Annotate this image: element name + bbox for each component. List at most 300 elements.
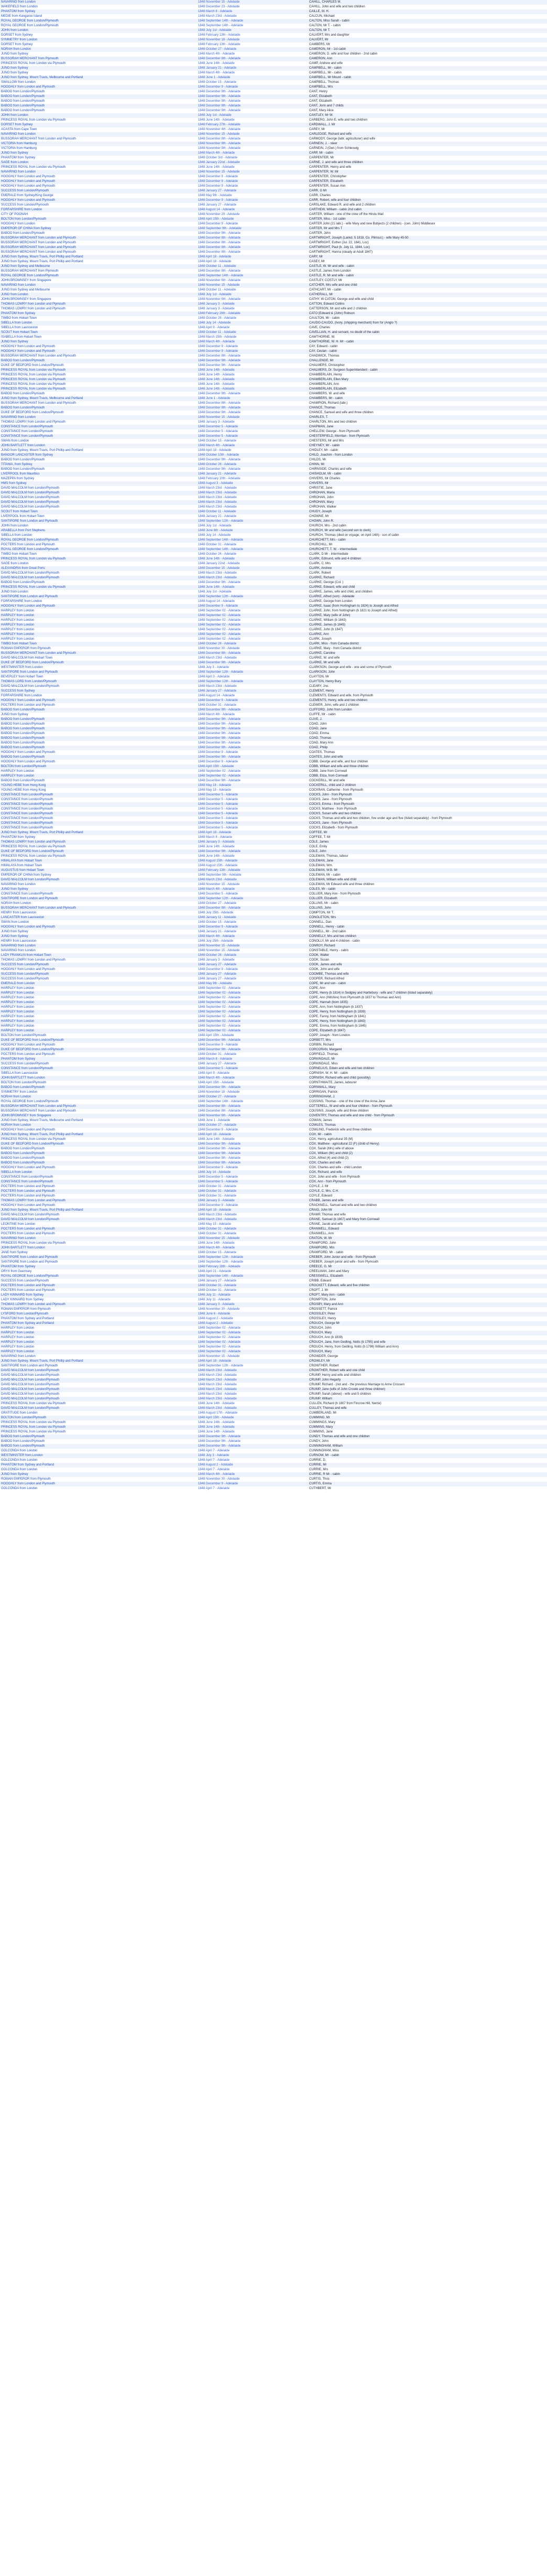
ship-link[interactable]: PRINCESS ROYAL from London via Plymouth bbox=[1, 557, 66, 561]
ship-link[interactable]: JUNO from Sydney, Mount Travis, Melbourne and Portland bbox=[1, 397, 83, 400]
ship-link[interactable]: HOOGHLY from London and Plymouth bbox=[1, 1043, 56, 1047]
ship-link[interactable]: SUCCESS from London/Plymouth bbox=[1, 1062, 49, 1065]
ship-link[interactable]: GOLCONDA from London bbox=[1, 1487, 38, 1490]
ship-link[interactable]: JUNO from Sydney, Mount Travis, Melbourne and Portland bbox=[1, 76, 83, 79]
ship-link[interactable]: NAVARINO from London bbox=[1, 944, 36, 947]
ship-link[interactable]: THOMAS LOWRY from London and Plymouth bbox=[1, 421, 65, 424]
ship-link[interactable]: ORYX from Guernsey bbox=[1, 1270, 32, 1273]
ship-link[interactable]: HARPLEY from London bbox=[1, 1331, 35, 1334]
ship-link[interactable]: JUNO from Sydney bbox=[1, 935, 28, 938]
ship-link[interactable]: DUKE OF BEDFORD from London/Plymouth bbox=[1, 850, 64, 853]
ship-link[interactable]: HOOGHLY from London and Plymouth bbox=[1, 925, 56, 929]
ship-link[interactable]: JUNO from Sydney, Mount Travis, Port Phillip and Portland bbox=[1, 1360, 83, 1363]
ship-link[interactable]: CONSTANCE from London/Plymouth bbox=[1, 1067, 53, 1070]
ship-link[interactable]: BOLTON from London/Plymouth bbox=[1, 218, 47, 221]
ship-link[interactable]: BABOO from London/Plymouth bbox=[1, 1157, 45, 1160]
ship-link[interactable]: VICTORIA from Hamburg bbox=[1, 142, 37, 145]
ship-link[interactable]: BABOO from London/Plymouth bbox=[1, 737, 45, 740]
ship-link[interactable]: CONSTANCE from London/Plymouth bbox=[1, 1180, 53, 1183]
ship-link[interactable]: ROYAL GEORGE from London/Plymouth bbox=[1, 274, 59, 277]
ship-link[interactable]: DUKE OF BEDFORD from London/Plymouth bbox=[1, 1039, 64, 1042]
ship-link[interactable]: HOOGHLY from London bbox=[1, 222, 35, 225]
ship-link[interactable]: FORFARSHIRE from London bbox=[1, 600, 42, 603]
ship-link[interactable]: DUKE OF BEDFORD from London/Plymouth bbox=[1, 661, 64, 664]
ship-link[interactable]: LIVERPOOL from Hobart Town bbox=[1, 515, 45, 518]
ship-link[interactable]: BABOO from London/Plymouth bbox=[1, 232, 45, 235]
ship-link[interactable]: BABOO from London/Plymouth bbox=[1, 1152, 45, 1155]
ship-link[interactable]: PRINCESS ROYAL from London via Plymouth bbox=[1, 1430, 66, 1433]
ship-link[interactable]: PRINCESS ROYAL from London via Plymouth bbox=[1, 1138, 66, 1141]
ship-link[interactable]: PHANTOM from Sydney bbox=[1, 1265, 36, 1268]
ship-link[interactable]: SANTIPORE from London and Plymouth bbox=[1, 1256, 58, 1259]
ship-link[interactable]: SIBELLA from Launceston bbox=[1, 1072, 38, 1075]
ship-link[interactable]: DAVID MALCOLM from London/Plymouth bbox=[1, 878, 60, 881]
ship-link[interactable]: PRINCESS ROYAL from London via Plymouth bbox=[1, 373, 66, 376]
ship-link[interactable]: LADY KINNAIRD from Sydney bbox=[1, 1294, 44, 1297]
ship-link[interactable]: CONSTANCE from London/Plymouth bbox=[1, 798, 53, 801]
ship-link[interactable]: LADY FRANKLIN from Hobart Town bbox=[1, 954, 51, 957]
ship-link[interactable]: BOLTON from London/Plymouth bbox=[1, 1034, 47, 1037]
ship-link[interactable]: BABOO from London/Plymouth bbox=[1, 732, 45, 735]
ship-link[interactable]: EMPEROR OF CHINA from Sydney bbox=[1, 227, 51, 230]
ship-link[interactable]: SUCCESS from London/Plymouth bbox=[1, 1279, 49, 1282]
ship-link[interactable]: HARPLEY from London bbox=[1, 1336, 35, 1339]
ship-link[interactable]: SUCCESS from London/Plymouth bbox=[1, 977, 49, 980]
ship-link[interactable]: SCOUT from Hobart Town bbox=[1, 510, 38, 513]
ship-link[interactable]: BABOO from London/Plymouth bbox=[1, 468, 45, 471]
ship-link[interactable]: FORFARSHIRE from London bbox=[1, 694, 42, 697]
ship-link[interactable]: TIMBO from Hobart Town bbox=[1, 553, 37, 556]
ship-link[interactable]: GOLCONDA from London bbox=[1, 1449, 38, 1452]
ship-link[interactable]: HIMALAYA from Hobart Town bbox=[1, 864, 42, 867]
ship-link[interactable]: JUNO from Sydney bbox=[1, 52, 28, 56]
ship-link[interactable]: HOOGHLY from London and Plymouth bbox=[1, 605, 56, 608]
ship-link[interactable]: SUCCESS from London/Plymouth bbox=[1, 203, 49, 207]
ship-link[interactable]: HARPLEY from London bbox=[1, 638, 35, 641]
ship-link[interactable]: BABOO from London/Plymouth bbox=[1, 104, 45, 107]
ship-link[interactable]: HARPLEY from London bbox=[1, 614, 35, 617]
ship-link[interactable]: BABOO from London/Plymouth bbox=[1, 458, 45, 461]
ship-link[interactable]: HENRY from Launceston bbox=[1, 911, 37, 914]
ship-link[interactable]: DAVID MALCOLM from London/Plymouth bbox=[1, 576, 60, 579]
ship-link[interactable]: HOOGHLY from London and Plymouth bbox=[1, 1166, 56, 1169]
ship-link[interactable]: HOOGHLY from London and Plymouth bbox=[1, 1128, 56, 1131]
ship-link[interactable]: DAVID MALCOLM from London/Plymouth bbox=[1, 1407, 60, 1410]
ship-link[interactable]: HARPLEY from London bbox=[1, 1015, 35, 1018]
ship-link[interactable]: SWAN from London bbox=[1, 921, 29, 924]
ship-link[interactable]: HOOGHLY from London and Plymouth bbox=[1, 350, 56, 353]
ship-link[interactable]: JUNO from Sydney bbox=[1, 67, 28, 70]
ship-link[interactable]: POCTERS from London and Plymouth bbox=[1, 543, 55, 546]
ship-link[interactable]: JOHN from London bbox=[1, 524, 28, 527]
ship-link[interactable]: PRINCESS ROYAL from London via Plymouth bbox=[1, 378, 66, 381]
ship-link[interactable]: HOOGHLY from London and Plymouth bbox=[1, 185, 56, 188]
ship-link[interactable]: BABOO from London/Plymouth bbox=[1, 359, 45, 362]
ship-link[interactable]: JUNO from Sydney, Mount Travis, Port Phillip and Portland bbox=[1, 831, 83, 834]
ship-link[interactable]: PHANTOM from Sydney bbox=[1, 1058, 36, 1061]
ship-link[interactable]: HOOGHLY from London and Plymouth bbox=[1, 199, 56, 202]
ship-link[interactable]: JUNO from Sydney, Mount Travis, Port Phillip and Portland bbox=[1, 1209, 83, 1212]
ship-link[interactable]: BUSSORAH MERCHANT from London and Plymouth bbox=[1, 1109, 76, 1113]
ship-link[interactable]: DUKE OF BEDFORD from London/Plymouth bbox=[1, 364, 64, 367]
ship-link[interactable]: HARPLEY from London bbox=[1, 770, 35, 773]
ship-link[interactable]: EMERALD from Sydney/King George bbox=[1, 194, 53, 197]
ship-link[interactable]: JUNO from Sydney and Melbourne bbox=[1, 265, 50, 268]
ship-link[interactable]: DAVID MALCOLM from Hobart Town bbox=[1, 656, 53, 660]
ship-link[interactable]: CONSTANCE from London/Plymouth bbox=[1, 793, 53, 796]
ship-link[interactable]: BUSSORAH MERCHANT from London and Plymouth bbox=[1, 354, 76, 358]
ship-link[interactable]: POCTERS from London and Plymouth bbox=[1, 1190, 55, 1193]
ship-link[interactable]: SAGE from London bbox=[1, 562, 29, 565]
ship-link[interactable]: PRINCESS ROYAL from London via Plymouth bbox=[1, 166, 66, 169]
ship-link[interactable]: DAVID MALCOLM from London/Plymouth bbox=[1, 1374, 60, 1377]
ship-link[interactable]: LEONTINE from London bbox=[1, 1223, 36, 1226]
ship-link[interactable]: DAVID MALCOLM from London/Plymouth bbox=[1, 1397, 60, 1400]
ship-link[interactable]: GRATITUDE from London bbox=[1, 1411, 38, 1415]
ship-link[interactable]: JANE from Sydney bbox=[1, 1251, 28, 1254]
ship-link[interactable]: PRINCESS ROYAL from London via Plymouth bbox=[1, 1402, 66, 1405]
ship-link[interactable]: CITY OF POONAH bbox=[1, 213, 28, 216]
ship-link[interactable]: LIVERPOOL from Mauritius bbox=[1, 472, 40, 476]
ship-link[interactable]: JOHN BARTLETT from London bbox=[1, 1246, 45, 1249]
ship-link[interactable]: BABOO from London/Plymouth bbox=[1, 718, 45, 721]
ship-link[interactable]: THOMAS LOWRY from London and Plymouth bbox=[1, 303, 65, 306]
ship-link[interactable]: JUNO from Sydney and Melbourne bbox=[1, 288, 50, 292]
ship-link[interactable]: BOLTON from London/Plymouth bbox=[1, 1081, 47, 1084]
ship-link[interactable]: BUSSORAH MERCHANT from London and Plymouth bbox=[1, 1105, 76, 1108]
ship-link[interactable]: CONSTANCE from London/Plymouth bbox=[1, 812, 53, 815]
ship-link[interactable]: VICTORIA from Hamburg bbox=[1, 147, 37, 150]
ship-link[interactable]: BUSSORAH MERCHANT from London and Plymouth bbox=[1, 251, 76, 254]
ship-link[interactable]: NORAH from London bbox=[1, 1095, 31, 1098]
ship-link[interactable]: BOLTON from London/Plymouth bbox=[1, 765, 47, 768]
ship-link[interactable]: POCTERS from London and Plymouth bbox=[1, 1232, 55, 1235]
ship-link[interactable]: SAGE from London bbox=[1, 161, 29, 164]
ship-link[interactable]: DAVID MALCOLM from London/Plymouth bbox=[1, 1369, 60, 1372]
ship-link[interactable]: MEDIE from Kangaroo Island bbox=[1, 15, 42, 18]
ship-link[interactable]: DORSET from Sydney bbox=[1, 43, 33, 46]
ship-link[interactable]: DAVID MALCOLM from London/Plymouth bbox=[1, 501, 60, 504]
ship-link[interactable]: SIBELLA from Launceston bbox=[1, 326, 38, 329]
ship-link[interactable]: BUSSORAH MERCHANT from London and Plymouth bbox=[1, 402, 76, 405]
ship-link[interactable]: CONSTANCE from London/Plymouth bbox=[1, 826, 53, 829]
ship-link[interactable]: ROMAN EMPEROR from Plymouth bbox=[1, 1478, 51, 1481]
ship-link[interactable]: JUNO from Sydney, Mount Travis, Port Phillip and Portland bbox=[1, 255, 83, 258]
ship-link[interactable]: BABOO from London/Plymouth bbox=[1, 392, 45, 395]
ship-link[interactable]: JUNO from Sydney bbox=[1, 713, 28, 716]
ship-link[interactable]: NAVARINO from London bbox=[1, 1355, 36, 1358]
ship-link[interactable]: DAVID MALCOLM from London/Plymouth bbox=[1, 1388, 60, 1391]
ship-link[interactable]: FORFARSHIRE from London bbox=[1, 208, 42, 211]
ship-link[interactable]: PRINCESS ROYAL from London via Plymouth bbox=[1, 62, 66, 65]
ship-link[interactable]: HARPLEY from London bbox=[1, 623, 35, 627]
ship-link[interactable]: LADY KINNAIRD from Sydney bbox=[1, 1298, 44, 1301]
ship-link[interactable]: THOMAS LOWRY from London and Plymouth bbox=[1, 1303, 65, 1306]
ship-link[interactable]: THOMAS LOWRY from London and Plymouth bbox=[1, 1199, 65, 1202]
ship-link[interactable]: PHANTOM from Sydney bbox=[1, 312, 36, 315]
ship-link[interactable]: JOHN BROWNSEY from Singapore bbox=[1, 298, 51, 301]
ship-link[interactable]: LYSFORD from London/Plymouth bbox=[1, 1312, 48, 1316]
ship-link[interactable]: BABOO from London/Plymouth bbox=[1, 779, 45, 782]
ship-link[interactable]: NAVARINO from London bbox=[1, 949, 36, 952]
ship-link[interactable]: POCTERS from London and Plymouth bbox=[1, 704, 55, 707]
ship-link[interactable]: GOLCONDA from London bbox=[1, 1468, 38, 1471]
ship-link[interactable]: NAVARINO from London bbox=[1, 1, 36, 4]
ship-link[interactable]: BUSSORAH MERCHANT from London and Plymouth bbox=[1, 236, 76, 240]
ship-link[interactable]: ROMAN EMPEROR from Plymouth bbox=[1, 647, 51, 650]
ship-link[interactable]: SCOUT from Hobart Town bbox=[1, 331, 38, 334]
ship-link[interactable]: BABOO from London/Plymouth bbox=[1, 1147, 45, 1150]
ship-link[interactable]: HARPLEY from London bbox=[1, 1341, 35, 1344]
ship-link[interactable]: ACASTA from Cape Town bbox=[1, 128, 37, 131]
ship-link[interactable]: BABOO from London/Plymouth bbox=[1, 95, 45, 98]
ship-link[interactable]: JUNO from London bbox=[1, 293, 28, 296]
ship-link[interactable]: JUNO from Sydney, Mount Travis, Port Phillip and Portland bbox=[1, 1133, 83, 1136]
ship-link[interactable]: BABOO from London/Plymouth bbox=[1, 100, 45, 103]
ship-link[interactable]: HMS from Sydney bbox=[1, 482, 27, 485]
ship-link[interactable]: HARPLEY from London bbox=[1, 633, 35, 636]
ship-link[interactable]: BABOO from London/Plymouth bbox=[1, 708, 45, 712]
ship-link[interactable]: CONSTANCE from London/Plymouth bbox=[1, 807, 53, 811]
ship-link[interactable]: ROYAL GEORGE from London/Plymouth bbox=[1, 548, 59, 551]
ship-link[interactable]: BUSSORAH MERCHANT from London and Plymouth bbox=[1, 246, 76, 249]
ship-link[interactable]: ROYAL GEORGE from London/Plymouth bbox=[1, 538, 59, 542]
ship-link[interactable]: JOHN from London bbox=[1, 114, 28, 117]
ship-link[interactable]: SWAN from London bbox=[1, 439, 29, 443]
ship-link[interactable]: PHANTOM from Sydney and Portland bbox=[1, 1317, 54, 1320]
ship-link[interactable]: CONSTANCE from London/Plymouth bbox=[1, 803, 53, 806]
ship-link[interactable]: YOUNG HEBE from Hong Kong bbox=[1, 789, 46, 792]
ship-link[interactable]: BABOO from London/Plymouth bbox=[1, 90, 45, 93]
ship-link[interactable]: BABOO from London/Plymouth bbox=[1, 1440, 45, 1443]
ship-link[interactable]: BABOO from London/Plymouth bbox=[1, 741, 45, 745]
ship-link[interactable]: CONSTANCE from London/Plymouth bbox=[1, 430, 53, 433]
ship-link[interactable]: HOOGHLY from London and Plymouth bbox=[1, 760, 56, 763]
ship-link[interactable]: BUSSORAH MERCHANT from Plymouth bbox=[1, 57, 59, 60]
ship-link[interactable]: BUSSORAH MERCHANT from London and Plymouth bbox=[1, 907, 76, 910]
ship-link[interactable]: JUNO from London bbox=[1, 590, 28, 594]
ship-link[interactable]: NAVARINO from London bbox=[1, 284, 36, 287]
ship-link[interactable]: NORAH from London bbox=[1, 48, 31, 51]
ship-link[interactable]: HARPLEY from London bbox=[1, 987, 35, 990]
ship-link[interactable]: PRINCESS ROYAL from London via Plymouth bbox=[1, 387, 66, 391]
ship-link[interactable]: JOHN BARTLETT from London bbox=[1, 1076, 45, 1080]
ship-link[interactable]: SIBELLA from London bbox=[1, 534, 32, 537]
ship-link[interactable]: PRINCESS ROYAL from London via Plymouth bbox=[1, 1426, 66, 1429]
ship-link[interactable]: SANTIPORE from London and Plymouth bbox=[1, 1260, 58, 1264]
ship-link[interactable]: NAVARINO from London bbox=[1, 883, 36, 886]
ship-link[interactable]: CONSTANCE from London/Plymouth bbox=[1, 1176, 53, 1179]
ship-link[interactable]: JUNO from Sydney bbox=[1, 1473, 28, 1476]
ship-link[interactable]: BABOO from London/Plymouth bbox=[1, 406, 45, 409]
ship-link[interactable]: PRINCESS ROYAL from London via Plymouth bbox=[1, 118, 66, 122]
ship-link[interactable]: TIMBO from Hobart Town bbox=[1, 642, 37, 645]
ship-link[interactable]: SANTIPORE from London and Plymouth bbox=[1, 671, 58, 674]
ship-link[interactable]: BANGOR LANCASTER from Sydney bbox=[1, 454, 53, 457]
ship-link[interactable]: WAKEFIELD from London bbox=[1, 5, 38, 8]
ship-link[interactable]: HOOGHLY from London and Plymouth bbox=[1, 345, 56, 348]
ship-link[interactable]: SANTIPORE from London and Plymouth bbox=[1, 595, 58, 598]
ship-link[interactable]: NAVARINO from London bbox=[1, 416, 36, 419]
ship-link[interactable]: JUNO from Sydney bbox=[1, 930, 28, 933]
ship-link[interactable]: NORAH from London bbox=[1, 1124, 31, 1127]
ship-link[interactable]: PRINCESS ROYAL from London via Plymouth bbox=[1, 845, 66, 848]
ship-link[interactable]: AUGUSTUS from Hobart Town bbox=[1, 869, 45, 872]
ship-link[interactable]: THOMAS LORD from London/Plymouth bbox=[1, 680, 57, 683]
ship-link[interactable]: HARPLEY from London bbox=[1, 1350, 35, 1353]
ship-link[interactable]: JUNO from Sydney bbox=[1, 152, 28, 155]
ship-link[interactable]: BUSSORAH MERCHANT from London and Plymouth bbox=[1, 137, 76, 141]
ship-link[interactable]: SIBELLA from London bbox=[1, 321, 32, 325]
ship-link[interactable]: BABOO from London/Plymouth bbox=[1, 756, 45, 759]
ship-link[interactable]: POCTERS from London and Plymouth bbox=[1, 1194, 55, 1198]
ship-link[interactable]: BABOO from London/Plymouth bbox=[1, 581, 45, 584]
ship-link[interactable]: NAVARINO from London bbox=[1, 1237, 36, 1240]
ship-link[interactable]: NAVARINO from London bbox=[1, 133, 36, 136]
ship-link[interactable]: NAVARINO from London bbox=[1, 170, 36, 174]
ship-link[interactable]: BUSSORAH MERCHANT from Plymouth bbox=[1, 270, 59, 273]
ship-link[interactable]: SUCCESS from London/Plymouth bbox=[1, 973, 49, 976]
ship-link[interactable]: SANTIPORE from London and Plymouth bbox=[1, 897, 58, 900]
ship-link[interactable]: ROYAL GEORGE from London/Plymouth bbox=[1, 1100, 59, 1103]
ship-link[interactable]: HARPLEY from London bbox=[1, 1029, 35, 1032]
ship-link[interactable]: BABOO from London/Plymouth bbox=[1, 1086, 45, 1089]
ship-link[interactable]: HARPLEY from London bbox=[1, 1327, 35, 1330]
ship-link[interactable]: HARPLEY from London bbox=[1, 1006, 35, 1009]
ship-link[interactable]: HOOGHLY from London and Plymouth bbox=[1, 751, 56, 754]
ship-link[interactable]: HARPLEY from London bbox=[1, 1345, 35, 1349]
ship-link[interactable]: DUKE OF BEDFORD from London/Plymouth bbox=[1, 1143, 64, 1146]
ship-link[interactable]: POCTERS from London and Plymouth bbox=[1, 1185, 55, 1188]
ship-link[interactable]: ROYAL GEORGE from London/Plymouth bbox=[1, 19, 59, 23]
ship-link[interactable]: CONSTANCE from London/Plymouth bbox=[1, 817, 53, 820]
ship-link[interactable]: HIMALAYA from Hobart Town bbox=[1, 859, 42, 863]
ship-link[interactable]: DUKE OF BEDFORD from London/Plymouth bbox=[1, 1048, 64, 1051]
ship-link[interactable]: HARPLEY from London bbox=[1, 609, 35, 612]
ship-link[interactable]: THOMAS LOWRY from London and Plymouth bbox=[1, 840, 65, 844]
ship-link[interactable]: THOMAS LOWRY from London and Plymouth bbox=[1, 307, 65, 310]
ship-link[interactable]: DAVID MALCOLM from London/Plymouth bbox=[1, 572, 60, 575]
ship-link[interactable]: BUSSORAH MERCHANT from London and Plymouth bbox=[1, 241, 76, 244]
ship-link[interactable]: JUNO from Sydney bbox=[1, 888, 28, 891]
ship-link[interactable]: PRINCESS ROYAL from London via Plymouth bbox=[1, 855, 66, 858]
ship-link[interactable]: ISABELLA from Hobart Town bbox=[1, 336, 41, 339]
ship-link[interactable]: PRINCESS ROYAL from London via Plymouth bbox=[1, 586, 66, 589]
ship-link[interactable]: BABOO from London/Plymouth bbox=[1, 1445, 45, 1448]
ship-link[interactable]: DAVID MALCOLM from London/Plymouth bbox=[1, 505, 60, 509]
ship-link[interactable]: PHANTOM from Sydney bbox=[1, 836, 36, 839]
ship-link[interactable]: POCTERS from London and Plymouth bbox=[1, 1289, 55, 1292]
ship-link[interactable]: DAVID MALCOLM from London/Plymouth bbox=[1, 496, 60, 499]
ship-link[interactable]: SYMMETRY from London bbox=[1, 1091, 38, 1094]
ship-link[interactable]: GOLCONDA from London bbox=[1, 1459, 38, 1462]
ship-link[interactable]: TITANIA, from Sydney bbox=[1, 463, 32, 466]
ship-link[interactable]: SYMMETRY from London bbox=[1, 38, 38, 41]
ship-link[interactable]: PRINCESS ROYAL from London via Plymouth bbox=[1, 383, 66, 386]
ship-link[interactable]: JOHN BARTLETT from London bbox=[1, 444, 45, 447]
ship-link[interactable]: CONSTANCE from London/Plymouth bbox=[1, 435, 53, 438]
ship-link[interactable]: BABOO from London/Plymouth bbox=[1, 727, 45, 730]
ship-link[interactable]: JOHN BROWNSEY from Singapore bbox=[1, 279, 51, 282]
ship-link[interactable]: BABOO from London/Plymouth bbox=[1, 746, 45, 749]
ship-link[interactable]: HENRY from Launceston bbox=[1, 940, 37, 943]
ship-link[interactable]: DAVID MALCOLM from London/Plymouth bbox=[1, 685, 60, 688]
ship-link[interactable]: DORSET from Sydney bbox=[1, 34, 33, 37]
ship-link[interactable]: HARPLEY from London bbox=[1, 774, 35, 778]
ship-link[interactable]: PRINCESS ROYAL from London via Plymouth bbox=[1, 1242, 66, 1245]
ship-link[interactable]: ALEXANDRIA from Great Ports bbox=[1, 567, 45, 570]
ship-link[interactable]: BABOO from London/Plymouth bbox=[1, 1161, 45, 1165]
ship-link[interactable]: DAVID MALCOLM from London/Plymouth bbox=[1, 487, 60, 490]
ship-link[interactable]: BABOO from London/Plymouth bbox=[1, 109, 45, 112]
ship-link[interactable]: HOOGHLY from London and Plymouth bbox=[1, 968, 56, 971]
ship-link[interactable]: BUSSORAH MERCHANT from London and Plymouth bbox=[1, 652, 76, 655]
ship-link[interactable]: PHANTOM from Sydney and Portland bbox=[1, 1463, 54, 1467]
ship-link[interactable]: BOLTON from London/Plymouth bbox=[1, 1416, 47, 1419]
ship-link[interactable]: DAVID MALCOLM from London/Plymouth bbox=[1, 1213, 60, 1216]
ship-link[interactable]: DAVID MALCOLM from London/Plymouth bbox=[1, 1393, 60, 1396]
ship-link[interactable]: JUNO from Sydney bbox=[1, 340, 28, 343]
ship-link[interactable]: HOOGHLY from London and Plymouth bbox=[1, 699, 56, 702]
ship-link[interactable]: PRINCESS ROYAL from London via Plymouth bbox=[1, 369, 66, 372]
ship-link[interactable]: JUNO from Sydney, Mount Travis, Port Phillip and Portland bbox=[1, 260, 83, 263]
ship-link[interactable]: HOOGHLY from London and Plymouth bbox=[1, 85, 56, 89]
ship-link[interactable]: WESTMINSTER from London bbox=[1, 1454, 43, 1457]
ship-link[interactable]: NORAH from London bbox=[1, 902, 31, 905]
ship-link[interactable]: HARPLEY from London bbox=[1, 628, 35, 631]
ship-link[interactable]: DAVID MALCOLM from London/Plymouth bbox=[1, 1218, 60, 1221]
ship-link[interactable]: SUCCESS from London/Plymouth bbox=[1, 963, 49, 966]
ship-link[interactable]: BABOO from London/Plymouth bbox=[1, 1435, 45, 1438]
ship-link[interactable]: CONSTANCE from London/Plymouth bbox=[1, 822, 53, 825]
ship-link[interactable]: DUKE OF BEDFORD from London/Plymouth bbox=[1, 411, 64, 414]
ship-link[interactable]: EMPEROR OF CHINA from Sydney bbox=[1, 874, 51, 877]
ship-link[interactable]: POCTERS from London and Plymouth bbox=[1, 1227, 55, 1231]
ship-link[interactable]: HARPLEY from London bbox=[1, 1025, 35, 1028]
ship-link[interactable]: HARPLEY from London bbox=[1, 1020, 35, 1023]
ship-link[interactable]: DAVID MALCOLM from London/Plymouth bbox=[1, 1378, 60, 1382]
ship-link[interactable]: MAZEPPA from Sydney bbox=[1, 477, 35, 480]
ship-link[interactable]: YOUNG HEBE from Hong Kong bbox=[1, 784, 46, 787]
ship-link[interactable]: ROYAL GEORGE from London/Plymouth bbox=[1, 1275, 59, 1278]
ship-link[interactable]: JUNO from Sydney, Mount Travis, Port Phillip and Portland bbox=[1, 449, 83, 452]
ship-link[interactable]: HOOGHLY from London and Plymouth bbox=[1, 1482, 56, 1485]
ship-link[interactable]: PHANTOM from Sydney bbox=[1, 156, 36, 159]
ship-link[interactable]: BEVERLEY from Hobart Town bbox=[1, 675, 43, 678]
ship-link[interactable]: SUCCESS from Sydney bbox=[1, 689, 35, 693]
ship-link[interactable]: DAVID MALCOLM from London/Plymouth bbox=[1, 1383, 60, 1386]
ship-link[interactable]: ARABELLA from Port Stephens bbox=[1, 529, 46, 532]
ship-link[interactable]: ROMAN EMPEROR from Plymouth bbox=[1, 1308, 51, 1311]
ship-link[interactable]: JUNO from Sydney bbox=[1, 71, 28, 74]
ship-link[interactable]: SANTIPORE from London and Plymouth bbox=[1, 520, 58, 523]
ship-link[interactable]: HOOGHLY from London and Plymouth bbox=[1, 180, 56, 183]
ship-link[interactable]: DORSET from Sydney bbox=[1, 123, 33, 126]
ship-link[interactable]: HARPLEY from London bbox=[1, 1001, 35, 1004]
ship-link[interactable]: HARPLEY from London bbox=[1, 619, 35, 622]
ship-link[interactable]: CONSTANCE from London/Plymouth bbox=[1, 892, 53, 896]
ship-link[interactable]: PHANTOM from Sydney and Portland bbox=[1, 1322, 54, 1325]
ship-link[interactable]: HOOGHLY from London and Plymouth bbox=[1, 1204, 56, 1207]
ship-link[interactable]: POCTERS from London and Plymouth bbox=[1, 1284, 55, 1287]
ship-link[interactable]: PHANTOM from Sydney bbox=[1, 10, 36, 13]
ship-link[interactable]: SIBELLA from London bbox=[1, 1171, 32, 1174]
ship-link[interactable]: HOOGHLY from London and Plymouth bbox=[1, 175, 56, 178]
ship-link[interactable]: ROYAL GEORGE from London/Plymouth bbox=[1, 24, 59, 27]
ship-link[interactable]: JOHN from London bbox=[1, 29, 28, 32]
ship-link[interactable]: THOMAS LOWRY from London and Plymouth bbox=[1, 958, 65, 962]
ship-link[interactable]: HARPLEY from London bbox=[1, 996, 35, 999]
